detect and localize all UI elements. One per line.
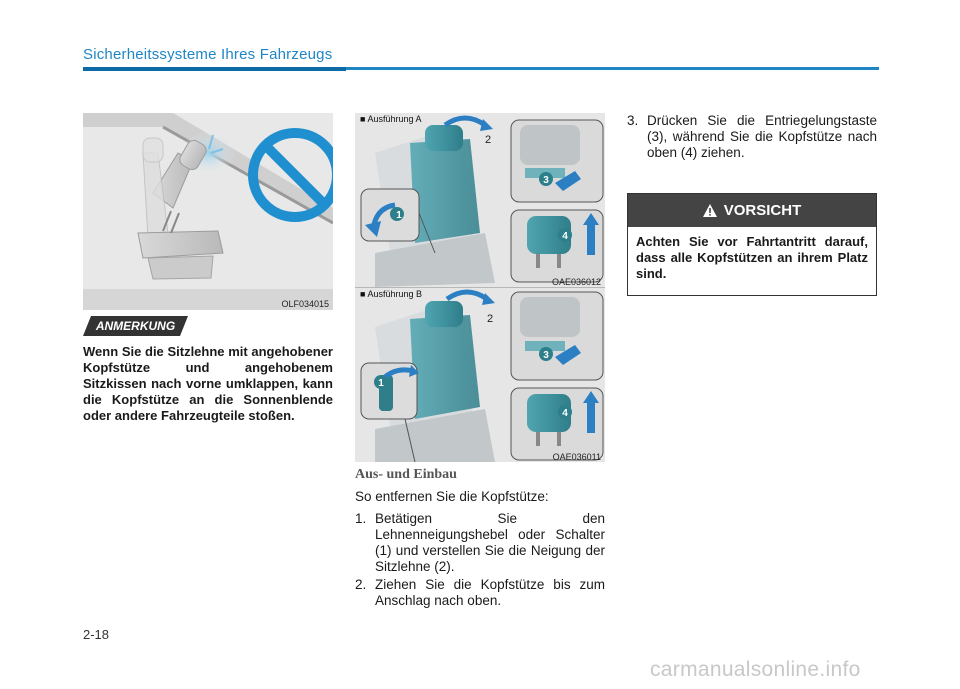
warning-icon xyxy=(703,204,717,217)
step-number: 1. xyxy=(355,511,367,526)
page-number: 2-18 xyxy=(83,627,110,642)
variant-b-label: ■ Ausführung B xyxy=(360,289,422,299)
callout-3: 3 xyxy=(543,175,549,186)
variant-a-illustration xyxy=(355,113,605,287)
step-number: 3. xyxy=(627,113,639,128)
step-text: Drücken Sie die Entriegelungstaste (3), während Sie die Kopfstütze nach oben (4) ziehen. xyxy=(647,113,877,160)
step-number: 2. xyxy=(355,577,367,592)
caution-header xyxy=(628,194,876,227)
variant-b-illustration xyxy=(355,287,605,462)
section-title: Sicherheitssysteme Ihres Fahrzeugs xyxy=(83,46,333,63)
step-text: Ziehen Sie die Kopfstütze bis zum Anschlag nach oben. xyxy=(375,577,605,608)
figure-variant-b xyxy=(355,287,605,462)
figure-code: OLF034015 xyxy=(281,299,329,309)
callout-3: 3 xyxy=(543,350,549,361)
seat-folding-illustration xyxy=(83,113,333,310)
watermark: carmanualsonline.info xyxy=(650,658,861,681)
callout-4: 4 xyxy=(562,408,568,419)
callout-2: 2 xyxy=(485,134,492,146)
variant-a-label: ■ Ausführung A xyxy=(360,114,422,124)
figure-variant-a xyxy=(355,113,605,287)
section-heading: Aus- und Einbau xyxy=(355,467,457,482)
header-rule-accent xyxy=(83,67,346,71)
callout-2: 2 xyxy=(487,313,494,325)
step-text: Betätigen Sie den Lehnenneigungshebel oder Schalter (1) und verstellen Sie die Neigung der Sitzlehne (2). xyxy=(375,511,605,574)
callout-1: 1 xyxy=(378,378,384,389)
caution-text: Achten Sie vor Fahrtantritt darauf, dass alle Kopfstützen an ihrem Platz sind. xyxy=(636,234,868,281)
step-3 xyxy=(627,113,877,161)
section-intro: So entfernen Sie die Kopfstütze: xyxy=(355,489,549,504)
callout-4: 4 xyxy=(562,231,568,242)
figure-code: OAE036011 xyxy=(552,452,601,462)
caution-title: VORSICHT xyxy=(723,202,802,219)
figure-code: OAE036012 xyxy=(551,277,601,287)
step-1 xyxy=(355,511,605,575)
note-text: Wenn Sie die Sitzlehne mit angehobener Kopfstütze und angehobenem Sitzkissen nach vorne umklappen, kann die Kopfstütze an die Sonnenblende oder andere Fahrzeugteile stoßen. xyxy=(83,344,333,423)
note-badge-label: ANMERKUNG xyxy=(95,319,176,333)
note-badge xyxy=(83,316,188,336)
step-2 xyxy=(355,577,605,609)
caution-box xyxy=(627,193,877,296)
callout-1: 1 xyxy=(396,210,402,221)
figure-seat-folding xyxy=(83,113,333,310)
